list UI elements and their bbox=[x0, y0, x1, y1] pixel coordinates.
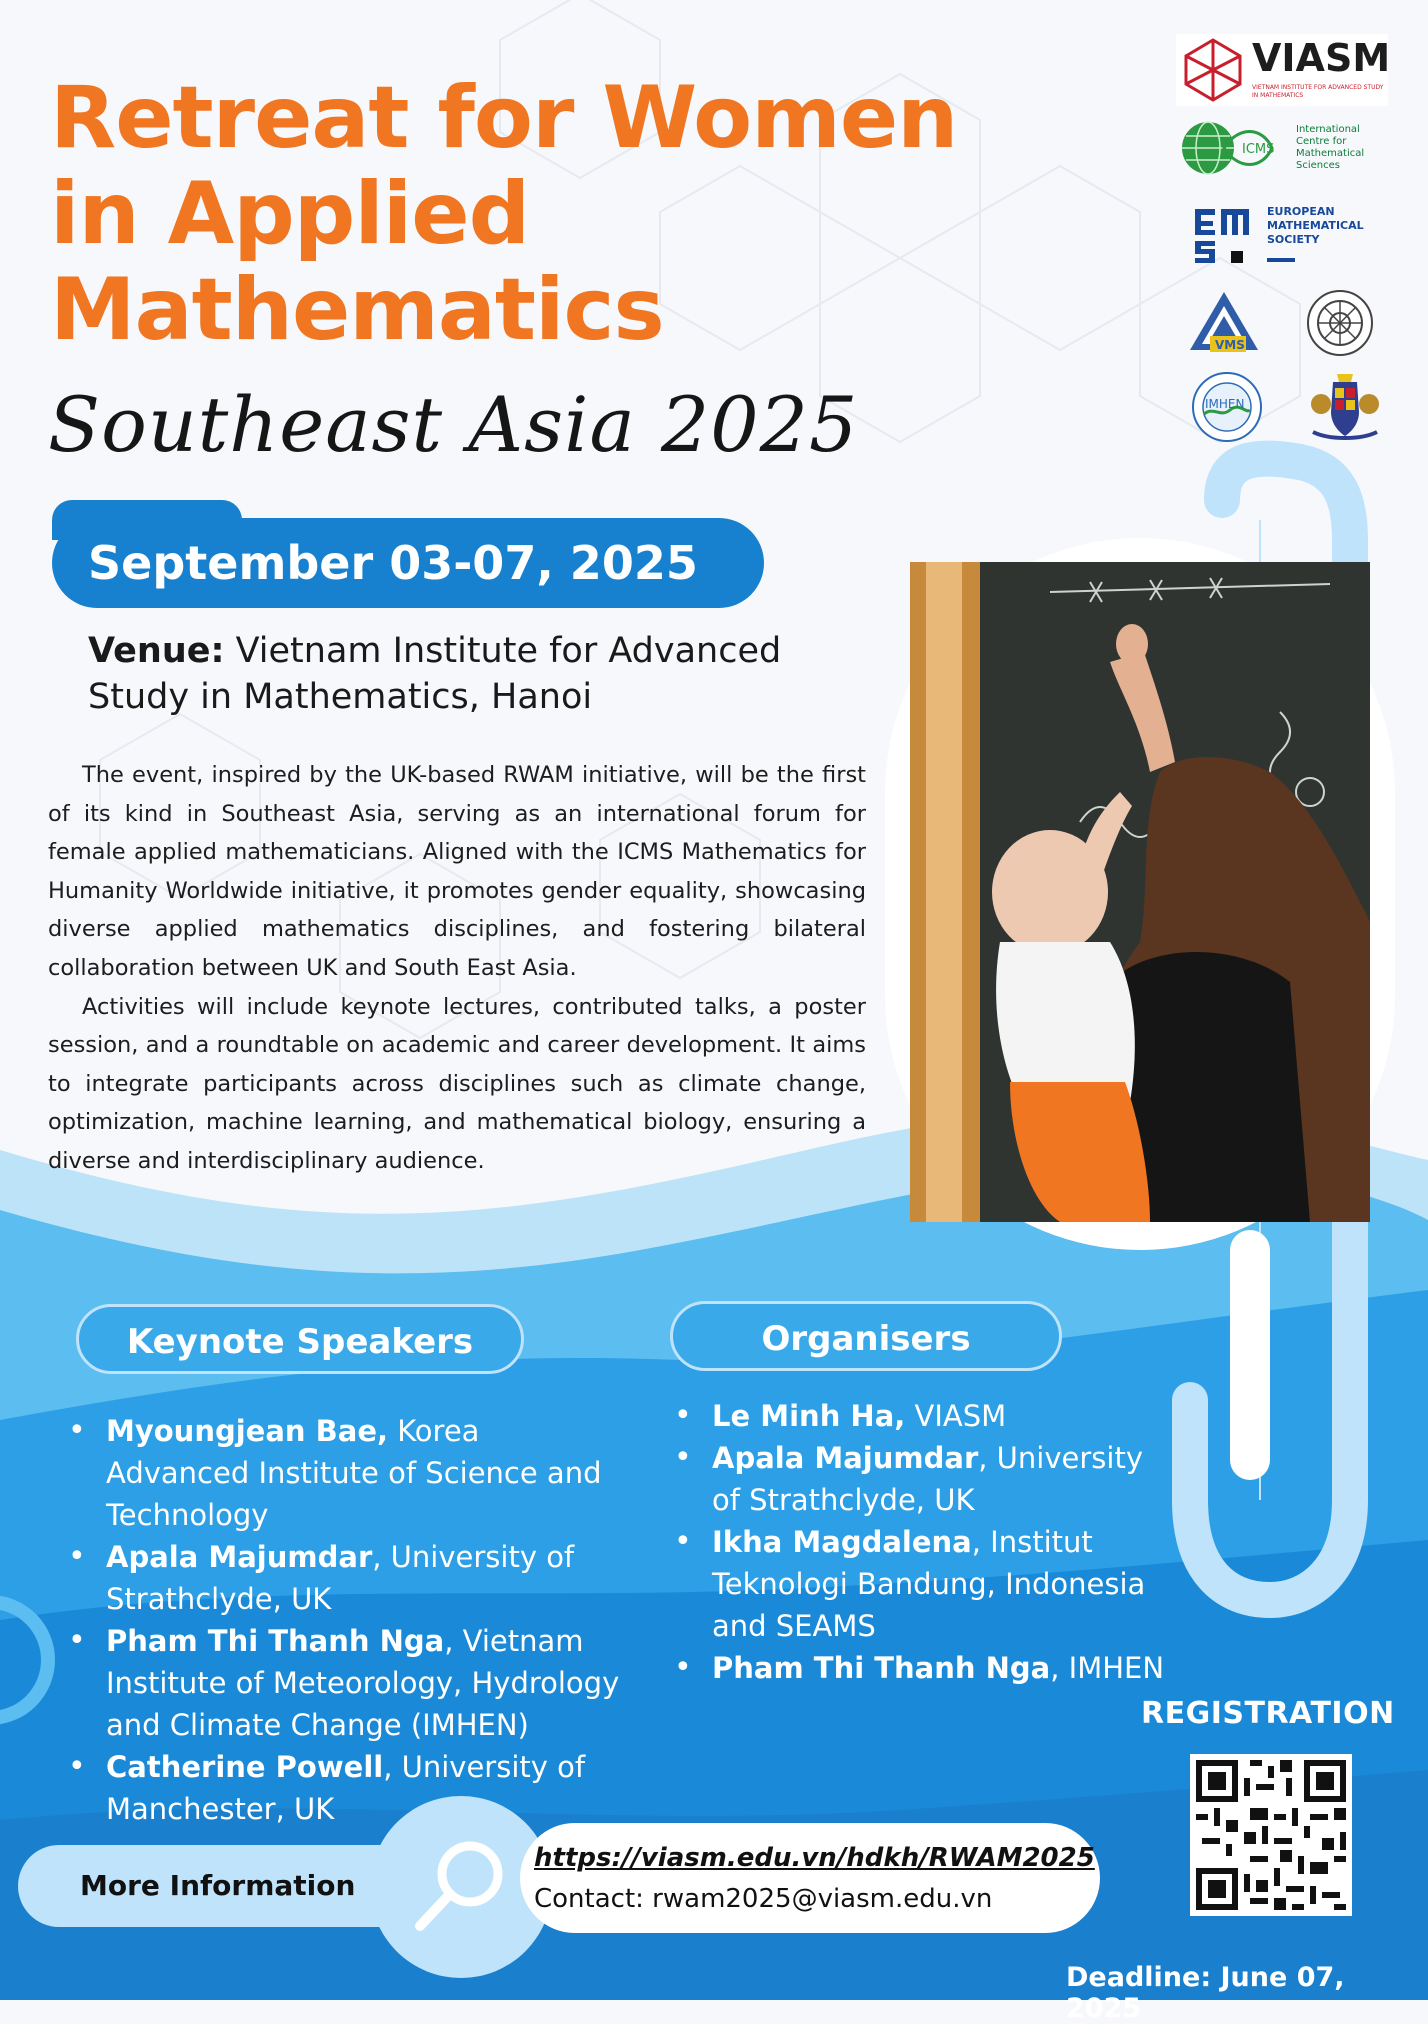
registration-heading: REGISTRATION bbox=[1141, 1696, 1395, 1731]
title-line: Mathematics bbox=[50, 260, 664, 360]
speaker-affiliation: Korea Advanced Institute of Science and Technology bbox=[106, 1414, 602, 1532]
organiser-name: Apala Majumdar bbox=[712, 1441, 979, 1475]
more-information-label: More Information bbox=[18, 1845, 488, 1927]
organisers-heading: Organisers bbox=[670, 1301, 1062, 1371]
speaker-name: Catherine Powell bbox=[106, 1750, 384, 1784]
coat-of-arms-icon bbox=[1305, 370, 1385, 442]
venue-text: Vietnam Institute for Advanced Study in Mathematics, Hanoi bbox=[88, 631, 782, 717]
organiser-affiliation: VIASM bbox=[905, 1399, 1007, 1433]
venue-label: Venue: bbox=[88, 631, 225, 671]
imhen-logo-icon bbox=[1190, 370, 1264, 444]
registration-deadline: Deadline: June 07, 2025 bbox=[1066, 1962, 1345, 2024]
icms-name: International Centre for Mathematical Sciences bbox=[1296, 124, 1365, 171]
list-item bbox=[64, 1620, 624, 1746]
viasm-tagline: VIETNAM INSTITUTE FOR ADVANCED STUDY IN MATHEMATICS bbox=[1252, 84, 1384, 99]
icms-globe-icon bbox=[1180, 120, 1292, 176]
ems-name: EUROPEAN MATHEMATICAL SOCIETY bbox=[1267, 205, 1364, 246]
blackboard-photo bbox=[910, 562, 1370, 1222]
list-item bbox=[670, 1395, 1170, 1437]
icms-badge: ICMS bbox=[1242, 142, 1275, 157]
registration-qr-code[interactable] bbox=[1190, 1754, 1352, 1916]
speaker-affiliation: , University of Manchester, UK bbox=[106, 1750, 586, 1826]
organiser-name: Le Minh Ha, bbox=[712, 1399, 906, 1433]
list-item bbox=[64, 1536, 624, 1620]
speaker-name: Apala Majumdar bbox=[106, 1540, 373, 1574]
vms-logo-icon bbox=[1186, 288, 1262, 356]
viasm-wordmark: VIASM bbox=[1252, 36, 1391, 80]
organiser-name: Pham Thi Thanh Nga bbox=[712, 1651, 1051, 1685]
description-paragraph: Activities will include keynote lectures, contributed talks, a poster session, and a roundtable on academic and career development. It aims to integrate participants across disciplines such as climate change, optimization, machine learning, and mathematical biology, ensuring a diverse and interdisciplinary audience. bbox=[48, 993, 866, 1174]
contact-email[interactable]: Contact: rwam2025@viasm.edu.vn bbox=[534, 1884, 993, 1914]
keynote-heading: Keynote Speakers bbox=[76, 1304, 524, 1374]
organiser-affiliation: , Institut Teknologi Bandung, Indonesia and SEAMS bbox=[712, 1525, 1146, 1643]
organiser-name: Ikha Magdalena bbox=[712, 1525, 972, 1559]
seal-logo-icon bbox=[1305, 288, 1375, 358]
list-item bbox=[64, 1410, 624, 1536]
organiser-affiliation: , University of Strathclyde, UK bbox=[712, 1441, 1143, 1517]
event-subtitle: Southeast Asia 2025 bbox=[48, 380, 859, 469]
speaker-affiliation: , University of Strathclyde, UK bbox=[106, 1540, 575, 1616]
event-description bbox=[48, 756, 866, 1181]
viasm-icon bbox=[1178, 34, 1248, 104]
event-title bbox=[50, 70, 1050, 358]
speaker-name: Myoungjean Bae, bbox=[106, 1414, 389, 1448]
list-item bbox=[670, 1437, 1170, 1521]
ems-underline bbox=[1267, 258, 1295, 262]
ems-logo-icon bbox=[1193, 205, 1263, 265]
viasm-logo bbox=[1176, 34, 1391, 106]
vms-badge: VMS bbox=[1215, 338, 1245, 352]
qr-code-icon bbox=[1190, 1754, 1352, 1916]
speaker-affiliation: , Vietnam Institute of Meteorology, Hydrology and Climate Change (IMHEN) bbox=[106, 1624, 620, 1742]
venue bbox=[88, 628, 848, 720]
imhen-badge: IMHEN bbox=[1205, 397, 1245, 411]
organiser-list bbox=[670, 1395, 1170, 1689]
speaker-name: Pham Thi Thanh Nga bbox=[106, 1624, 445, 1658]
event-date: September 03-07, 2025 bbox=[52, 518, 764, 608]
organiser-affiliation: , IMHEN bbox=[1050, 1651, 1165, 1685]
photo-illustration bbox=[910, 562, 1370, 1222]
title-line: Retreat for Women bbox=[50, 68, 958, 168]
title-line: in Applied bbox=[50, 164, 530, 264]
description-paragraph: The event, inspired by the UK-based RWAM initiative, will be the first of its kind in Southeast Asia, serving as an international forum for female applied mathematicians. Aligned with the ICMS Mathematics for Humanity Worldwide initiative, it promotes gender equality, showcasing diverse applied mathematics disciplines, and fostering bilateral collaboration between UK and South East Asia. bbox=[48, 762, 866, 981]
event-website-link[interactable]: https://viasm.edu.vn/hdkh/RWAM2025 bbox=[534, 1843, 1095, 1873]
list-item bbox=[670, 1647, 1170, 1689]
link-panel bbox=[520, 1823, 1100, 1933]
keynote-speaker-list bbox=[64, 1410, 624, 1830]
list-item bbox=[670, 1521, 1170, 1647]
